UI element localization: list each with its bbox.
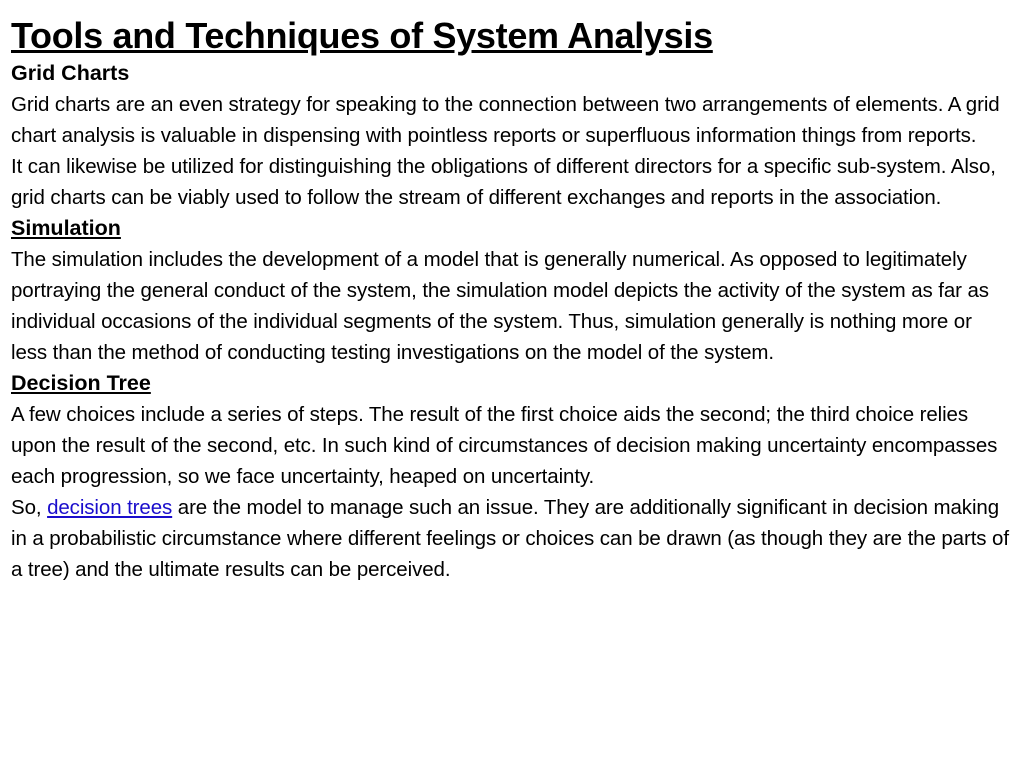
decision-trees-link[interactable]: decision trees (47, 496, 173, 519)
simulation-paragraph-1: The simulation includes the development of a model that is generally numerical. As opposed to legitimately portraying the general conduct of the system, the simulation model depicts the activity of the system as far as individual occasions of the individual segments of the system. Thus, simulation generally is nothing more or less than the method of conducting testing investigations on the model of the system. (11, 248, 989, 364)
section-decision-tree (11, 368, 1011, 585)
section-simulation (11, 213, 1011, 368)
page-title: Tools and Techniques of System Analysis (11, 15, 713, 56)
decision-tree-paragraph-1: A few choices include a series of steps. The result of the first choice aids the second; the third choice relies upon the result of the second, etc. In such kind of circumstances of decision making uncertainty encompasses each progression, so we face uncertainty, heaped on uncertainty. (11, 403, 998, 488)
decision-tree-p2-prefix: So, (11, 496, 48, 519)
grid-charts-paragraph-1: Grid charts are an even strategy for speaking to the connection between two arrangements of elements. A grid chart analysis is valuable in dispensing with pointless reports or superfluous information things from reports. (11, 93, 1000, 147)
decision-tree-heading: Decision Tree (11, 371, 151, 395)
decision-tree-paragraph-2 (11, 492, 1011, 585)
simulation-heading: Simulation (11, 216, 121, 240)
section-grid-charts (11, 58, 1011, 213)
grid-charts-paragraph-2: It can likewise be utilized for distinguishing the obligations of different directors for a specific sub-system. Also, grid charts can be viably used to follow the stream of different exchanges and reports in the association. (11, 155, 996, 209)
decision-tree-p2-suffix: are the model to manage such an issue. They are additionally significant in decision making in a probabilistic circumstance where different feelings or choices can be drawn (as though they are the parts of a tree) and the ultimate results can be perceived. (11, 496, 1009, 581)
grid-charts-heading: Grid Charts (11, 61, 130, 85)
slide-content (11, 14, 1011, 585)
